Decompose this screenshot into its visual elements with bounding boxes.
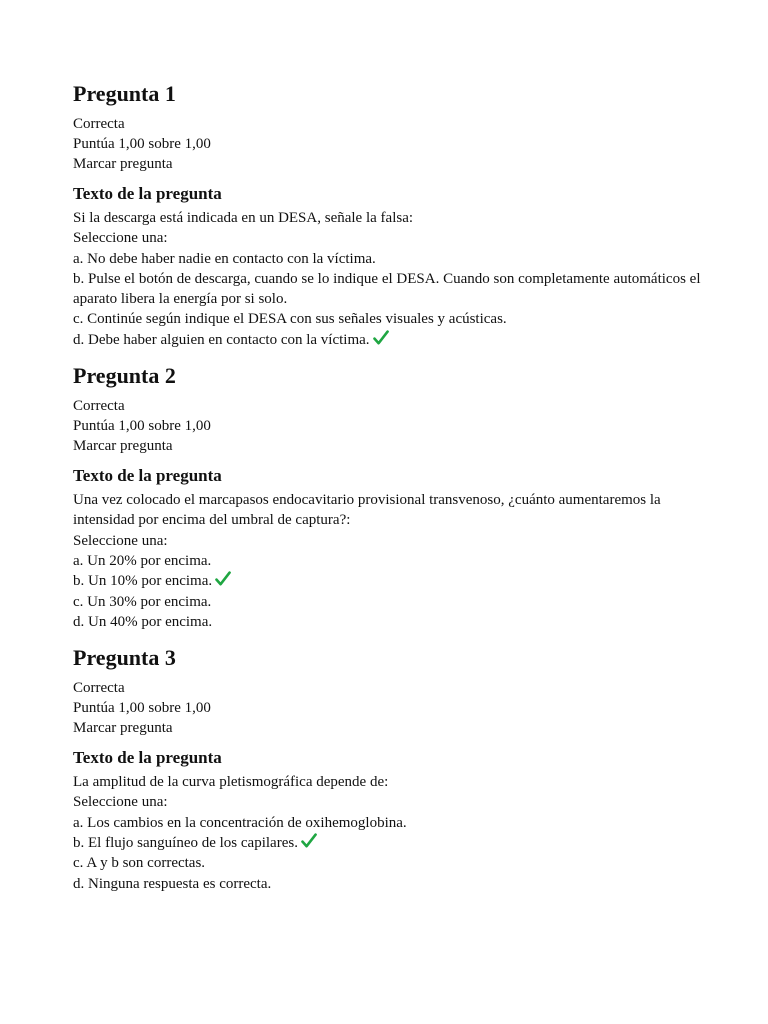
question-block xyxy=(73,362,703,632)
answer-option-correct xyxy=(73,571,703,591)
question-status: Correcta xyxy=(73,116,125,132)
question-score: Puntúa 1,00 sobre 1,00 xyxy=(73,136,211,152)
check-icon xyxy=(301,833,317,849)
answer-option-text: d. Debe haber alguien en contacto con la víctima. xyxy=(73,331,370,348)
answer-option-text: a. No debe haber nadie en contacto con la víctima. xyxy=(73,250,376,267)
flag-question-link[interactable]: Marcar pregunta xyxy=(73,720,173,737)
question-title: Pregunta 3 xyxy=(73,645,176,671)
select-one-label: Seleccione una: xyxy=(73,532,168,549)
answer-option-text: c. Continúe según indique el DESA con sus señales visuales y acústicas. xyxy=(73,311,507,328)
question-block xyxy=(73,644,703,894)
answer-option-correct xyxy=(73,833,703,853)
question-prompt: Si la descarga está indicada en un DESA, señale la falsa: xyxy=(73,210,414,226)
answer-option-text: c. Un 30% por encima. xyxy=(73,593,212,610)
question-prompt: Una vez colocado el marcapasos endocavitario provisional transvenoso, ¿cuánto aumentaremos la intensidad por encima del umbral de captura?: xyxy=(73,492,661,529)
question-title: Pregunta 1 xyxy=(73,81,176,106)
question-text-heading: Texto de la pregunta xyxy=(73,748,222,768)
answer-option xyxy=(73,874,703,894)
flag-question-link[interactable]: Marcar pregunta xyxy=(73,438,173,455)
check-icon xyxy=(215,571,231,587)
answer-option xyxy=(73,592,703,612)
answer-option xyxy=(73,309,703,329)
question-status: Correcta xyxy=(73,680,125,697)
answer-option-text: c. A y b son correctas. xyxy=(73,855,206,872)
answer-option-text: b. Pulse el botón de descarga, cuando se lo indique el DESA. Cuando son completamente automáticos el aparato libera la energía por si solo. xyxy=(73,270,701,308)
answer-option xyxy=(73,853,703,873)
answer-option-text: b. El flujo sanguíneo de los capilares. xyxy=(73,835,298,852)
answer-option-text: b. Un 10% por encima. xyxy=(73,573,213,590)
select-one-label: Seleccione una: xyxy=(73,230,168,247)
select-one-label: Seleccione una: xyxy=(73,794,168,811)
answer-option-text: a. Los cambios en la concentración de oxihemoglobina. xyxy=(73,814,407,831)
flag-question-link[interactable]: Marcar pregunta xyxy=(73,156,173,172)
question-title: Pregunta 2 xyxy=(73,363,176,389)
answer-option xyxy=(73,269,703,310)
question-text-heading: Texto de la pregunta xyxy=(73,466,222,486)
answer-option xyxy=(73,249,703,269)
answer-option xyxy=(73,813,703,833)
question-status: Correcta xyxy=(73,398,125,415)
answer-option-text: a. Un 20% por encima. xyxy=(73,552,212,569)
question-block xyxy=(73,80,703,350)
answer-option-text: d. Un 40% por encima. xyxy=(73,613,213,630)
question-text-heading: Texto de la pregunta xyxy=(73,184,222,203)
quiz-review xyxy=(73,80,703,906)
question-score: Puntúa 1,00 sobre 1,00 xyxy=(73,418,211,435)
question-prompt: La amplitud de la curva pletismográfica depende de: xyxy=(73,774,389,791)
answer-option xyxy=(73,612,703,632)
question-score: Puntúa 1,00 sobre 1,00 xyxy=(73,700,211,717)
check-icon xyxy=(373,330,389,346)
answer-option-correct xyxy=(73,330,703,350)
answer-option-text: d. Ninguna respuesta es correcta. xyxy=(73,875,272,892)
answer-option xyxy=(73,551,703,571)
